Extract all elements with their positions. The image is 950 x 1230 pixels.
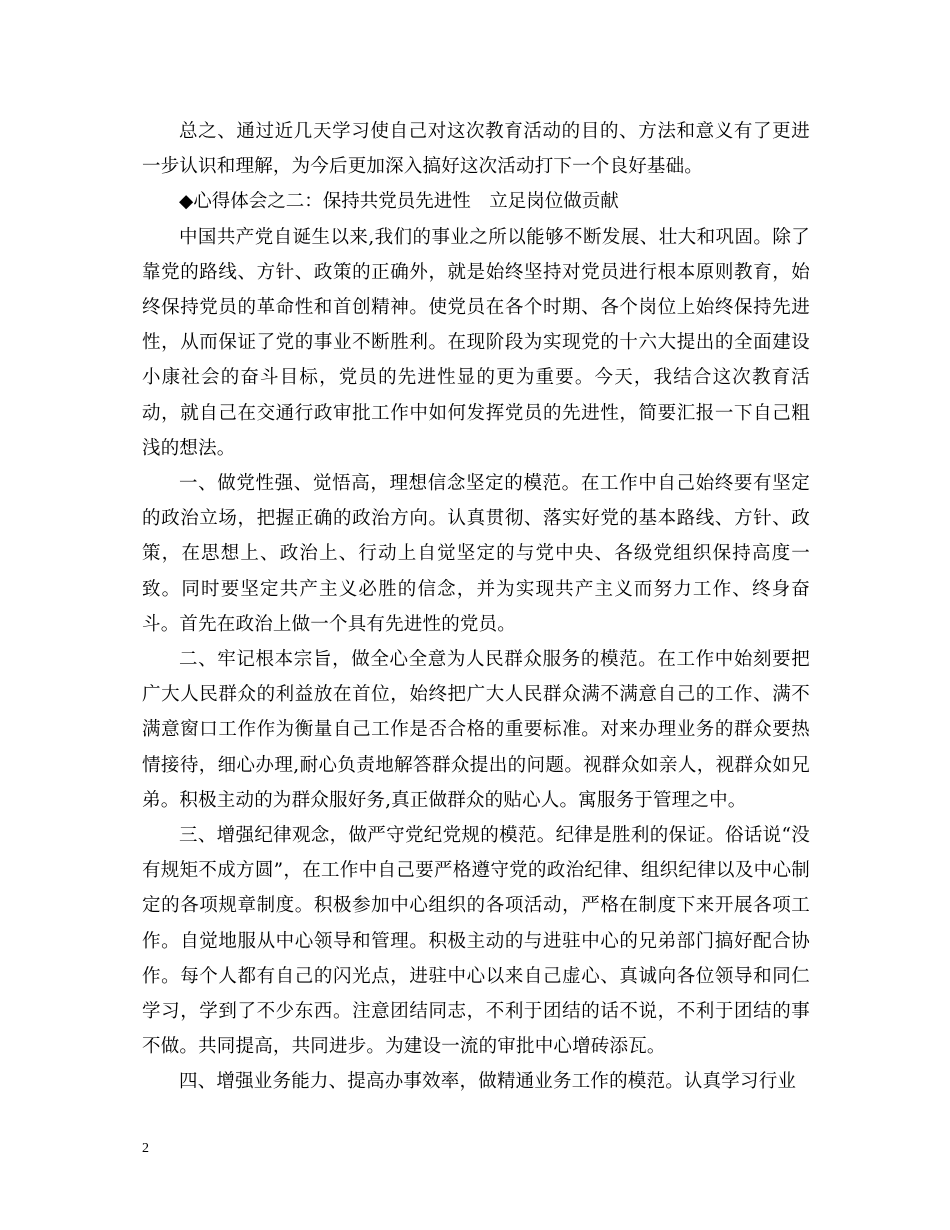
paragraph-summary: 总之、通过近几天学习使自己对这次教育活动的目的、方法和意义有了更进一步认识和理解，为今后更加深入搞好这次活动打下一个良好基础。: [142, 121, 810, 178]
section-heading: ◆心得体会之二：保持共党员先进性 立足岗位做贡献: [179, 191, 619, 213]
paragraph-point-4: 四、增强业务能力、提高办事效率，做精通业务工作的模范。认真学习行业: [179, 1071, 797, 1093]
document-body: [142, 114, 810, 1100]
paragraph-point-2: 二、牢记根本宗旨，做全心全意为人民群众服务的模范。在工作中始刻要把广大人民群众的利益放在首位，始终把广大人民群众满不满意自己的工作、满不满意窗口工作作为衡量自己工作是否合格的重要标准。对来办理业务的群众要热情接待，细心办理,耐心负责地解答群众提出的问题。视群众如亲人，视群众如兄弟。积极主动的为群众服好务,真正做群众的贴心人。寓服务于管理之中。: [142, 649, 810, 811]
paragraph-point-1: 一、做党性强、觉悟高，理想信念坚定的模范。在工作中自己始终要有坚定的政治立场，把握正确的政治方向。认真贯彻、落实好党的基本路线、方针、政策，在思想上、政治上、行动上自觉坚定的与党中央、各级党组织保持高度一致。同时要坚定共产主义必胜的信念，并为实现共产主义而努力工作、终身奋斗。首先在政治上做一个具有先进性的党员。: [142, 473, 810, 635]
page-number: 2: [142, 1141, 149, 1156]
paragraph-point-3: 三、增强纪律观念，做严守党纪党规的模范。纪律是胜利的保证。俗话说“没有规矩不成方圆”，在工作中自己要严格遵守党的政治纪律、组织纪律以及中心制定的各项规章制度。积极参加中心组织的各项活动，严格在制度下来开展各项工作。自觉地服从中心领导和管理。积极主动的与进驻中心的兄弟部门搞好配合协作。每个人都有自己的闪光点，进驻中心以来自己虚心、真诚向各位领导和同仁学习，学到了不少东西。注意团结同志，不利于团结的话不说，不利于团结的事不做。共同提高，共同进步。为建设一流的审批中心增砖添瓦。: [142, 825, 810, 1058]
paragraph-intro: 中国共产党自诞生以来,我们的事业之所以能够不断发展、壮大和巩固。除了靠党的路线、方针、政策的正确外，就是始终坚持对党员进行根本原则教育，始终保持党员的革命性和首创精神。使党员在各个时期、各个岗位上始终保持先进性，从而保证了党的事业不断胜利。在现阶段为实现党的十六大提出的全面建设小康社会的奋斗目标，党员的先进性显的更为重要。今天，我结合这次教育活动，就自己在交通行政审批工作中如何发挥党员的先进性，简要汇报一下自己粗浅的想法。: [142, 226, 810, 459]
